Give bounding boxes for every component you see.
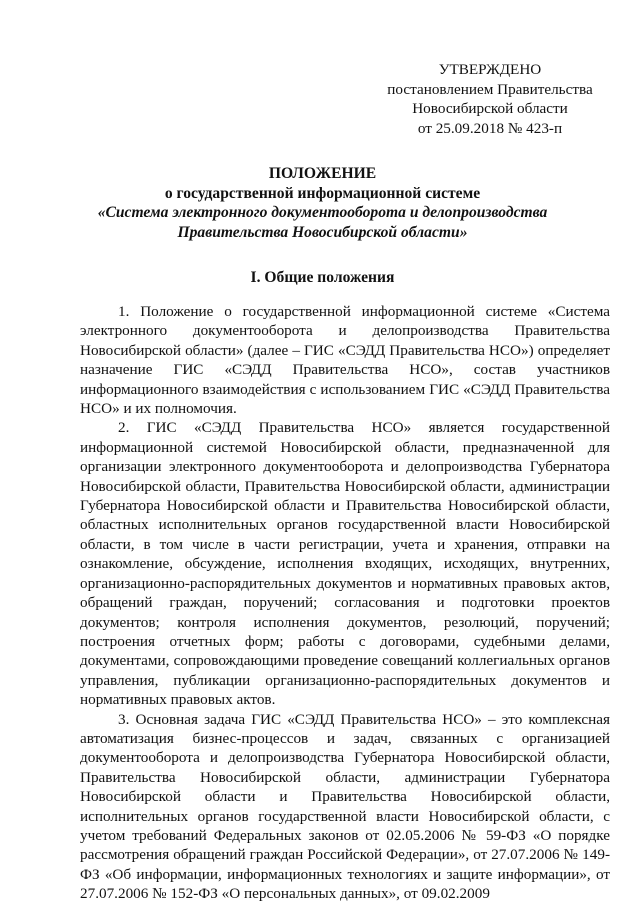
approval-line-approved: УТВЕРЖДЕНО bbox=[438, 61, 542, 78]
approval-line-region: Новосибирской области bbox=[412, 100, 568, 117]
section-heading: I. Общие положения bbox=[250, 269, 395, 286]
paragraph-1: 1. Положение о государственной информационной системе «Система электронного документооборота и делопроизводства Правительства Новосибирской области» (далее – ГИС «СЭДД Правительства НСО») определяет назначение ГИС «СЭДД Правительства НСО», состав участников информационного взаимодействия с использованием ГИС «СЭДД Правительства НСО» и их полномочия. bbox=[80, 303, 610, 418]
title-heading: ПОЛОЖЕНИЕ bbox=[268, 165, 377, 182]
approval-line-date-number: от 25.09.2018 № 423-п bbox=[417, 119, 563, 137]
document-body bbox=[80, 302, 610, 904]
title-system-name: «Система электронного документооборота и делопроизводства bbox=[97, 204, 548, 221]
approval-line-by-resolution: постановлением Правительства bbox=[387, 80, 593, 98]
title-subject: о государственной информационной системе bbox=[164, 184, 481, 202]
title-system-owner: Правительства Новосибирской области» bbox=[177, 223, 468, 241]
approval-stamp bbox=[384, 60, 596, 138]
document-title bbox=[60, 164, 585, 242]
paragraph-3: 3. Основная задача ГИС «СЭДД Правительства НСО» – это комплексная автоматизация бизнес-процессов и задач, связанных с организацией документооборота и делопроизводства Губернатора Новосибирской области, Правительства Новосибирской области, администрации Губернатора Новосибирской области и Правительства Новосибирской области, исполнительных органов государственной власти Новосибирской области, с учетом требований Федеральных законов от 02.05.2006 № 59-ФЗ «О порядке рассмотрения обращений граждан Российской Федерации», от 27.07.2006 № 149-ФЗ «Об информации, информационных технологиях и защите информации», от 27.07.2006 № 152-ФЗ «О персональных данных», от 09.02.2009 bbox=[80, 710, 610, 903]
paragraph-2: 2. ГИС «СЭДД Правительства НСО» является государственной информационной системой Новосибирской области, предназначенной для организации электронного документооборота и делопроизводства Губернатора Новосибирской области, Правительства Новосибирской области, администрации Губернатора Новосибирской области и Правительства Новосибирской области, областных исполнительных органов государственной власти Новосибирской области, в том числе в части регистрации, учета и хранения, отправки на ознакомление, обсуждение, исполнения входящих, исходящих, внутренних, организационно-распорядительных документов и нормативных правовых актов, обращений граждан, поручений; согласования и подготовки проектов документов; контроля исполнения документов, резолюций, поручений; построения отчетных форм; работы с договорами, судебными делами, документами, сопровождающими проведение совещаний коллегиальных органов управления, публикации организационно-распорядительных документов и нормативных правовых актов. bbox=[80, 419, 610, 709]
